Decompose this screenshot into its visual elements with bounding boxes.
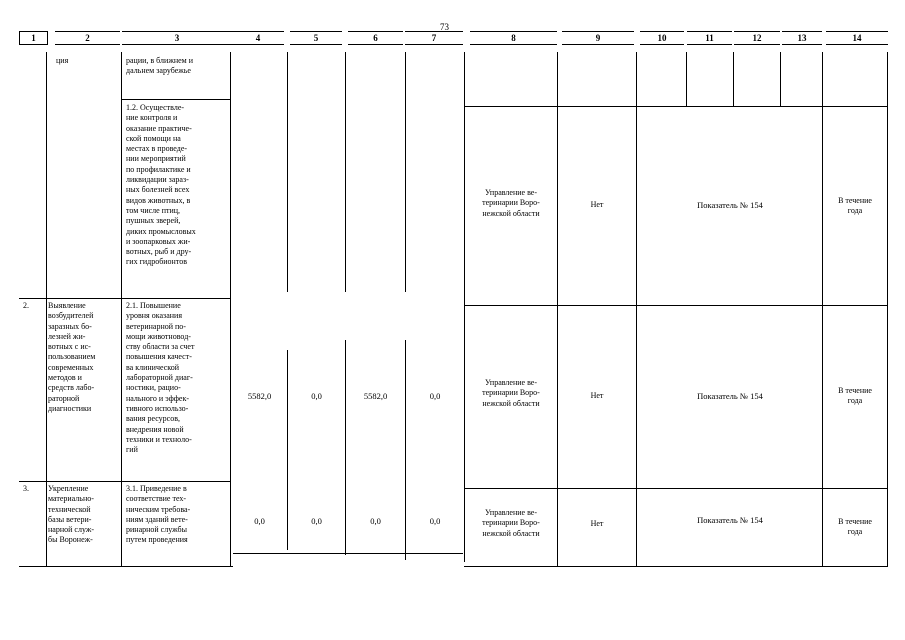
grid-line (345, 52, 346, 292)
row1-col14: В течение года (838, 196, 872, 216)
row2-col6: 5582,0 (363, 391, 388, 401)
column-header-6: 6 (348, 31, 403, 45)
row3-col6: 0,0 (370, 516, 381, 526)
row3-col4: 0,0 (254, 516, 265, 526)
grid-line (822, 52, 823, 567)
row3-col7: 0,0 (429, 516, 441, 526)
grid-line (405, 340, 406, 560)
grid-line (19, 298, 231, 299)
grid-line (464, 488, 887, 489)
row3-col5: 0,0 (311, 516, 322, 526)
column-header-7: 7 (405, 31, 463, 45)
column-header-1: 1 (19, 31, 48, 45)
grid-line (287, 350, 288, 550)
column-header-5: 5 (290, 31, 342, 45)
column-header-14: 14 (826, 31, 888, 45)
row2-col14: В течение года (838, 386, 872, 406)
row2-col3: 2.1. Повышение уровня оказания ветеринарной по- мощи животновод- ству области за счет повышения качест- ва клинической лабораторной диаг- ностики, рацио- нального и эффек- тивного использо- вания ресурсов, внедрения новой техники и техноло- гий (126, 301, 195, 455)
row2-col8: Управление ве- теринарии Воро- нежской области (482, 378, 540, 408)
row3-col14: В течение года (838, 517, 872, 537)
row1-col9: Нет (590, 200, 604, 209)
column-header-11: 11 (687, 31, 732, 45)
row2-col5: 0,0 (311, 391, 322, 401)
grid-line (557, 52, 558, 567)
grid-line (464, 305, 887, 306)
column-header-3: 3 (122, 31, 232, 45)
row2-col10-13: Показатель № 154 (697, 391, 763, 401)
grid-line (345, 340, 346, 555)
grid-line (19, 566, 233, 567)
row0-col3: рации, в ближнем и дальнем зарубежье (126, 56, 194, 76)
column-header-10: 10 (640, 31, 684, 45)
column-header-2: 2 (55, 31, 120, 45)
row2-col7: 0,0 (429, 391, 441, 401)
row3-col1: 3. (23, 484, 29, 493)
grid-line (636, 52, 637, 567)
row2-col4: 5582,0 (247, 391, 272, 401)
grid-line (121, 52, 122, 567)
column-header-4: 4 (232, 31, 284, 45)
row1-col10-13: Показатель № 154 (697, 200, 763, 210)
row2-col1: 2. (23, 301, 29, 310)
grid-line (780, 52, 781, 107)
column-header-13: 13 (782, 31, 822, 45)
row3-col10-13: Показатель № 154 (697, 515, 763, 525)
grid-line (46, 52, 47, 567)
row3-col9: Нет (590, 519, 604, 528)
grid-line (464, 52, 465, 562)
page-number: 73 (440, 22, 449, 32)
column-header-12: 12 (734, 31, 780, 45)
grid-line (121, 99, 231, 100)
row3-col3: 3.1. Приведение в соответствие тех- ническим требова- ниям зданий вете- ринарной службы путем проведения (126, 484, 191, 545)
grid-line (733, 52, 734, 107)
grid-line (233, 553, 463, 554)
grid-line (230, 52, 231, 567)
row1-col8: Управление ве- теринарии Воро- нежской области (482, 188, 540, 218)
grid-line (464, 106, 887, 107)
grid-line (887, 52, 888, 567)
grid-line (287, 52, 288, 292)
row3-col8: Управление ве- теринарии Воро- нежской области (482, 508, 540, 538)
grid-line (464, 566, 887, 567)
row3-col2: Укрепление материально- технической базы ветери- нарной служ- бы Воронеж- (48, 484, 95, 545)
grid-line (19, 481, 231, 482)
grid-line (405, 52, 406, 292)
column-header-9: 9 (562, 31, 634, 45)
row1-col3: 1.2. Осуществле- ние контроля и оказание практиче- ской помощи на местах в проведе- нии мероприятий по профилактике и ликвидации зараз- ных болезней всех видов животных, в том числе птиц, пушных зверей, диких промысловых и зоопарковых жи- вотных, рыб и дру- гих гидробионтов (126, 103, 196, 267)
row0-col2: ция (56, 56, 69, 65)
row2-col9: Нет (590, 391, 604, 400)
grid-line (686, 52, 687, 107)
row2-col2: Выявление возбудителей заразных бо- лезней жи- вотных с ис- пользованием современных методов и средств лабо- раторной диагностики (48, 301, 96, 413)
column-header-8: 8 (470, 31, 557, 45)
